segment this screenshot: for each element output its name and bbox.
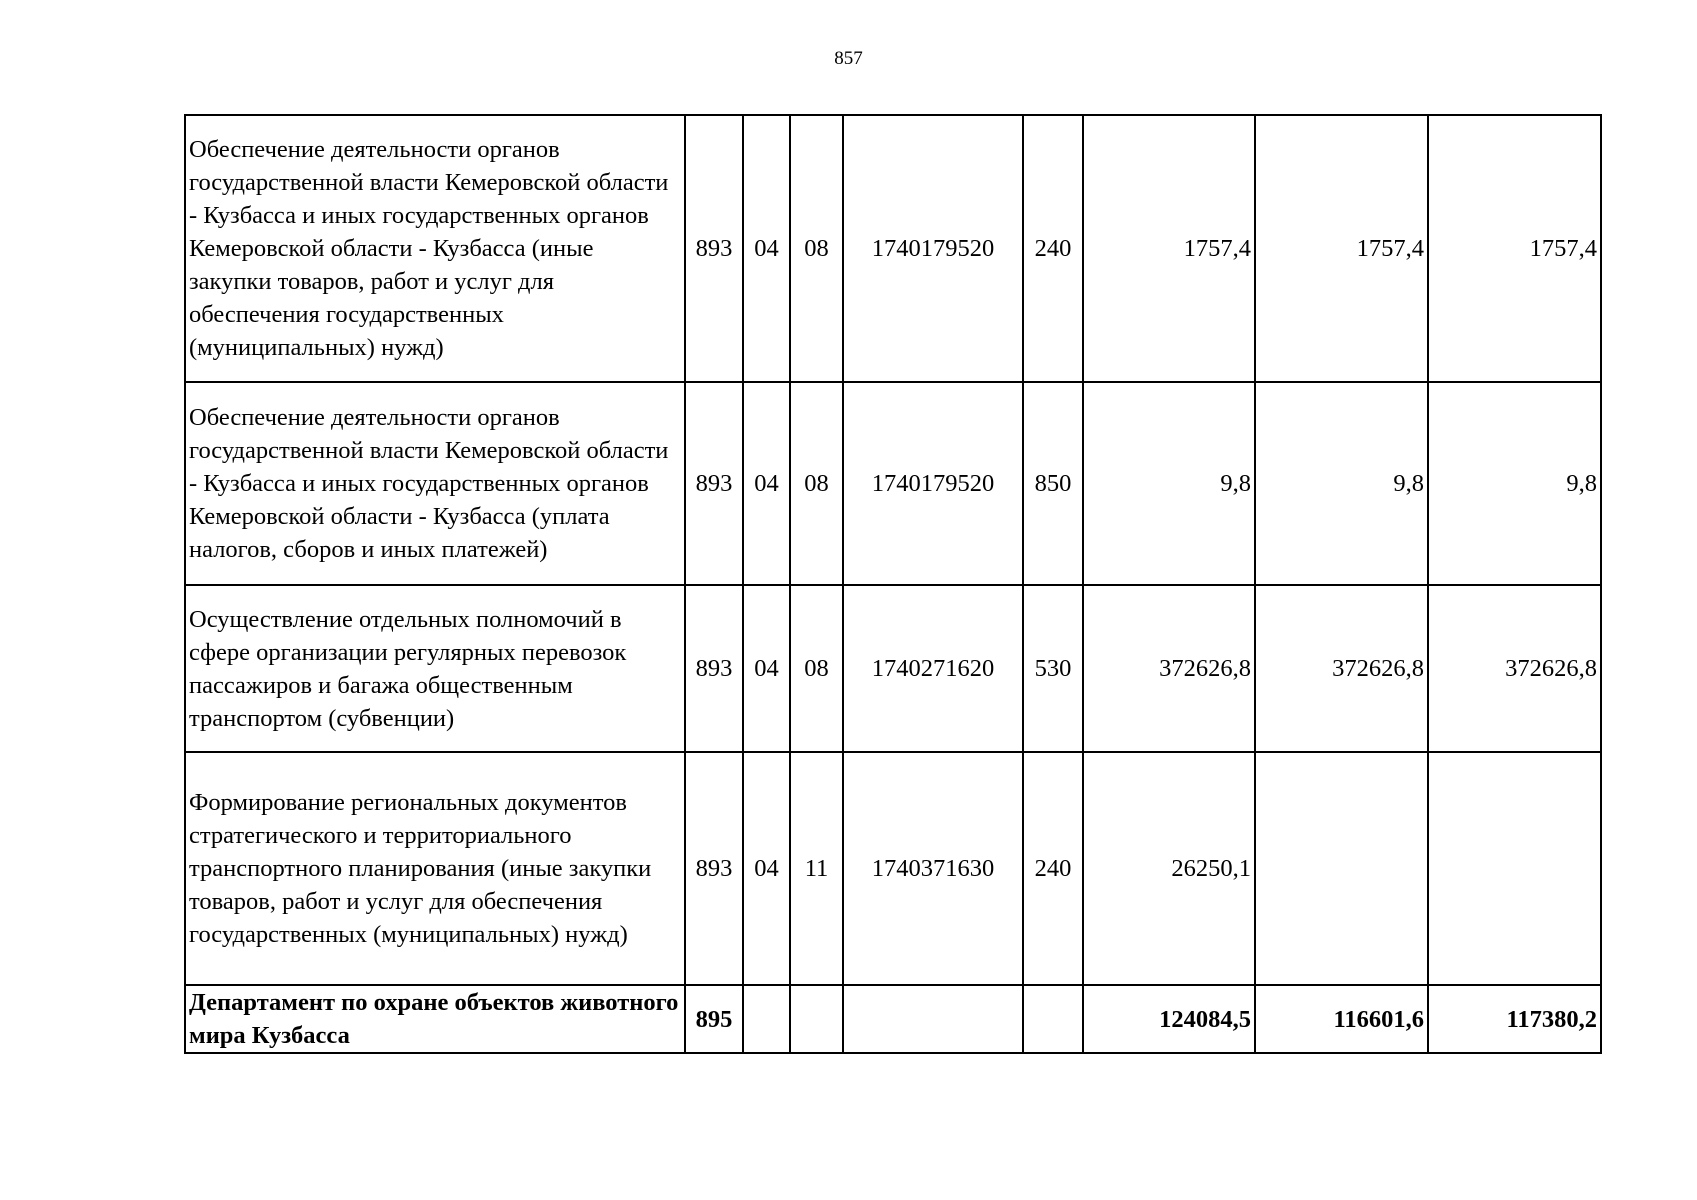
section-code-cell: 04 [743,382,790,585]
target-article-cell: 1740271620 [843,585,1023,752]
amount-cell: 1757,4 [1083,115,1255,382]
subsection-code-cell: 08 [790,115,843,382]
table-row [185,752,1601,985]
amount-cell: 1757,4 [1255,115,1428,382]
subsection-code-cell [790,985,843,1053]
ministry-code-cell: 895 [685,985,743,1053]
amount-cell: 9,8 [1428,382,1601,585]
expense-type-cell: 530 [1023,585,1083,752]
expense-name-cell: Осуществление отдельных полномочий в сфере организации регулярных перевозок пассажиров и багажа общественным транспортом (субвенции) [185,585,685,752]
expense-type-cell [1023,985,1083,1053]
target-article-cell: 1740179520 [843,382,1023,585]
table-row [185,585,1601,752]
section-code-cell: 04 [743,115,790,382]
expense-type-cell: 850 [1023,382,1083,585]
amount-cell: 372626,8 [1255,585,1428,752]
amount-cell: 372626,8 [1428,585,1601,752]
section-code-cell: 04 [743,585,790,752]
amount-cell: 372626,8 [1083,585,1255,752]
expense-name-cell: Формирование региональных документов стратегического и территориального транспортного планирования (иные закупки товаров, работ и услуг для обеспечения государственных (муниципальных) нужд) [185,752,685,985]
expense-type-cell: 240 [1023,115,1083,382]
amount-cell: 26250,1 [1083,752,1255,985]
page-number: 857 [834,48,863,69]
amount-cell: 117380,2 [1428,985,1601,1053]
subsection-code-cell: 08 [790,585,843,752]
subsection-code-cell: 11 [790,752,843,985]
section-code-cell: 04 [743,752,790,985]
amount-cell: 116601,6 [1255,985,1428,1053]
expense-type-cell: 240 [1023,752,1083,985]
budget-table [184,114,1602,1054]
target-article-cell: 1740371630 [843,752,1023,985]
ministry-code-cell: 893 [685,382,743,585]
table-row [185,115,1601,382]
amount-cell: 9,8 [1083,382,1255,585]
amount-cell [1428,752,1601,985]
ministry-code-cell: 893 [685,585,743,752]
amount-cell [1255,752,1428,985]
amount-cell: 9,8 [1255,382,1428,585]
target-article-cell [843,985,1023,1053]
target-article-cell: 1740179520 [843,115,1023,382]
subsection-code-cell: 08 [790,382,843,585]
amount-cell: 124084,5 [1083,985,1255,1053]
expense-name-cell: Обеспечение деятельности органов государственной власти Кемеровской области - Кузбасса и иных государственных органов Кемеровской области - Кузбасса (иные закупки товаров, работ и услуг для обеспечения государственных (муниципальных) нужд) [185,115,685,382]
ministry-code-cell: 893 [685,115,743,382]
amount-cell: 1757,4 [1428,115,1601,382]
expense-name-cell: Департамент по охране объектов животного мира Кузбасса [185,985,685,1053]
section-code-cell [743,985,790,1053]
ministry-code-cell: 893 [685,752,743,985]
table-row [185,382,1601,585]
expense-name-cell: Обеспечение деятельности органов государственной власти Кемеровской области - Кузбасса и иных государственных органов Кемеровской области - Кузбасса (уплата налогов, сборов и иных платежей) [185,382,685,585]
table-row-department-total [185,985,1601,1053]
